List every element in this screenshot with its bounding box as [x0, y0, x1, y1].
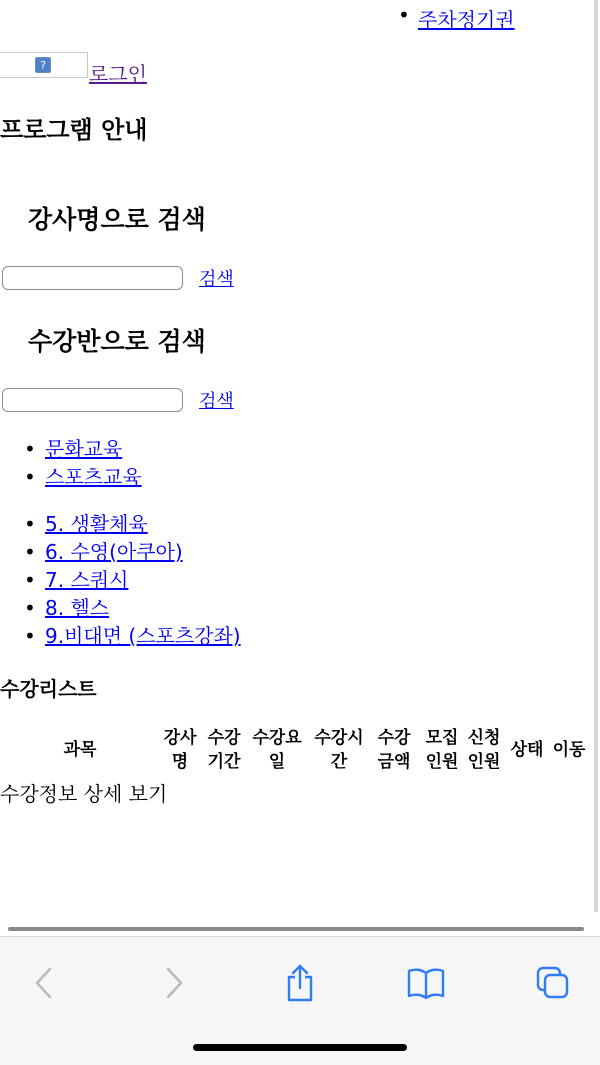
subcategory-link[interactable]: 7. 스쿼시 — [45, 568, 129, 592]
vertical-scrollbar[interactable] — [594, 0, 598, 912]
subcategory-link[interactable]: 5. 생활체육 — [45, 512, 148, 536]
header-time-line2: 간 — [330, 752, 348, 772]
category-culture-link[interactable]: 문화교육 — [45, 437, 123, 461]
course-list-title: 수강리스트 — [0, 677, 97, 701]
bullet: • — [24, 437, 36, 461]
header-weekday-line1: 수강요 — [252, 728, 302, 748]
share-button[interactable] — [278, 961, 322, 1005]
bookmarks-icon — [406, 966, 446, 1000]
header-fee-line2: 금액 — [377, 752, 411, 772]
instructor-search-button[interactable]: 검색 — [199, 269, 234, 290]
bullet: • — [24, 624, 36, 648]
bullet: • — [398, 3, 410, 27]
course-detail-text: 수강정보 상세 보기 — [0, 782, 168, 806]
class-search-input[interactable] — [2, 388, 183, 412]
header-recruit-line1: 모집 — [425, 728, 459, 748]
browser-toolbar — [0, 936, 600, 1065]
class-search-button[interactable]: 검색 — [199, 391, 234, 412]
tabs-button[interactable] — [531, 961, 575, 1005]
bookmarks-button[interactable] — [404, 961, 448, 1005]
header-applied-line1: 신청 — [467, 728, 501, 748]
header-status: 상태 — [510, 740, 544, 760]
instructor-search-heading: 강사명으로 검색 — [28, 205, 206, 234]
parking-pass-link[interactable]: 주차정기권 — [418, 8, 515, 32]
back-button[interactable] — [22, 961, 66, 1005]
subcategory-link[interactable]: 8. 헬스 — [45, 596, 110, 620]
missing-image-icon: ? — [35, 57, 51, 73]
subcategory-link[interactable]: 9.비대면 (스포츠강좌) — [45, 624, 241, 648]
forward-icon — [162, 966, 186, 1000]
broken-image — [0, 52, 88, 78]
header-weekday-line2: 일 — [268, 752, 286, 772]
bullet: • — [24, 512, 36, 536]
home-indicator — [193, 1044, 407, 1051]
bullet: • — [24, 540, 36, 564]
page-title: 프로그램 안내 — [0, 116, 148, 144]
header-subject: 과목 — [63, 740, 97, 760]
back-icon — [32, 966, 56, 1000]
header-period-line2: 기간 — [207, 752, 241, 772]
header-move: 이동 — [552, 740, 586, 760]
header-fee-line1: 수강 — [377, 728, 411, 748]
header-time-line1: 수강시 — [314, 728, 364, 748]
header-instructor-line2: 명 — [171, 752, 189, 772]
instructor-search-input[interactable] — [2, 266, 183, 290]
header-instructor-line1: 강사 — [163, 728, 197, 748]
header-period-line1: 수강 — [207, 728, 241, 748]
login-link[interactable]: 로그인 — [89, 62, 147, 86]
forward-button[interactable] — [152, 961, 196, 1005]
tabs-icon — [535, 965, 571, 1001]
bullet: • — [24, 568, 36, 592]
subcategory-link[interactable]: 6. 수영(아쿠아) — [45, 540, 183, 564]
category-sports-link[interactable]: 스포츠교육 — [45, 465, 142, 489]
share-icon — [284, 963, 316, 1003]
header-recruit-line2: 인원 — [425, 752, 459, 772]
bullet: • — [24, 596, 36, 620]
class-search-heading: 수강반으로 검색 — [28, 327, 206, 356]
bullet: • — [24, 465, 36, 489]
horizontal-scrollbar[interactable] — [8, 927, 584, 931]
header-applied-line2: 인원 — [467, 752, 501, 772]
